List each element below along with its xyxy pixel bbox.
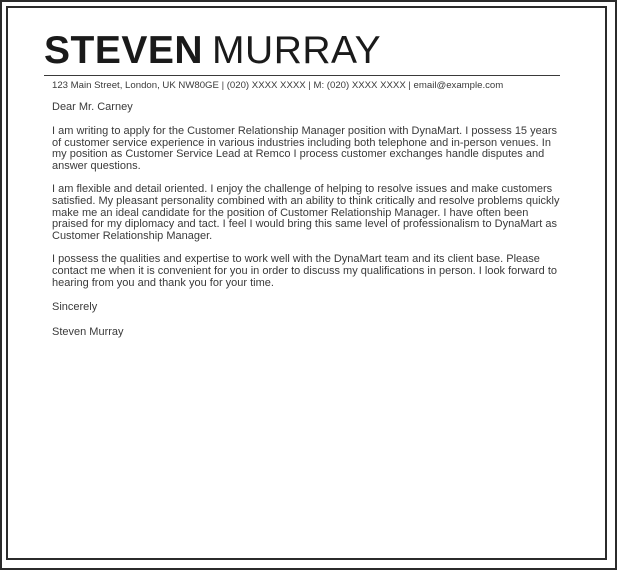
contact-line: 123 Main Street, London, UK NW80GE | (020) XXXX XXXX | M: (020) XXXX XXXX | email@example.com <box>52 80 504 91</box>
body-paragraph-2: I am flexible and detail oriented. I enjoy the challenge of helping to resolve issues and make customers satisfied. My pleasant personality combined with an ability to think critically and resolve problems quickly make me an ideal candidate for the position of Customer Relationship Manager. I have often been praised for my diplomacy and tact. I feel I would bring this same level of professionalism to DynaMart as Customer Relationship Manager. <box>52 183 560 242</box>
cover-letter <box>44 28 574 339</box>
body-paragraph-3: I possess the qualities and expertise to work well with the DynaMart team and its client base. Please contact me when it is convenient for you in order to discuss my qualifications in person. I look forward to hearing from you and thank you for your time. <box>52 253 558 289</box>
body-paragraph-1: I am writing to apply for the Customer Relationship Manager position with DynaMart. I possess 15 years of customer service experience in various industries including both telephone and in-person venues. In my position as Customer Service Lead at Remco I process customer exchanges handle disputes and answer questions. <box>52 125 558 172</box>
last-name: MURRAY <box>212 29 382 72</box>
header-divider <box>44 75 560 76</box>
salutation: Dear Mr. Carney <box>52 101 133 113</box>
applicant-name <box>44 28 574 74</box>
signature-name: Steven Murray <box>52 326 124 339</box>
first-name: STEVEN <box>44 29 204 72</box>
closing: Sincerely <box>52 301 98 314</box>
